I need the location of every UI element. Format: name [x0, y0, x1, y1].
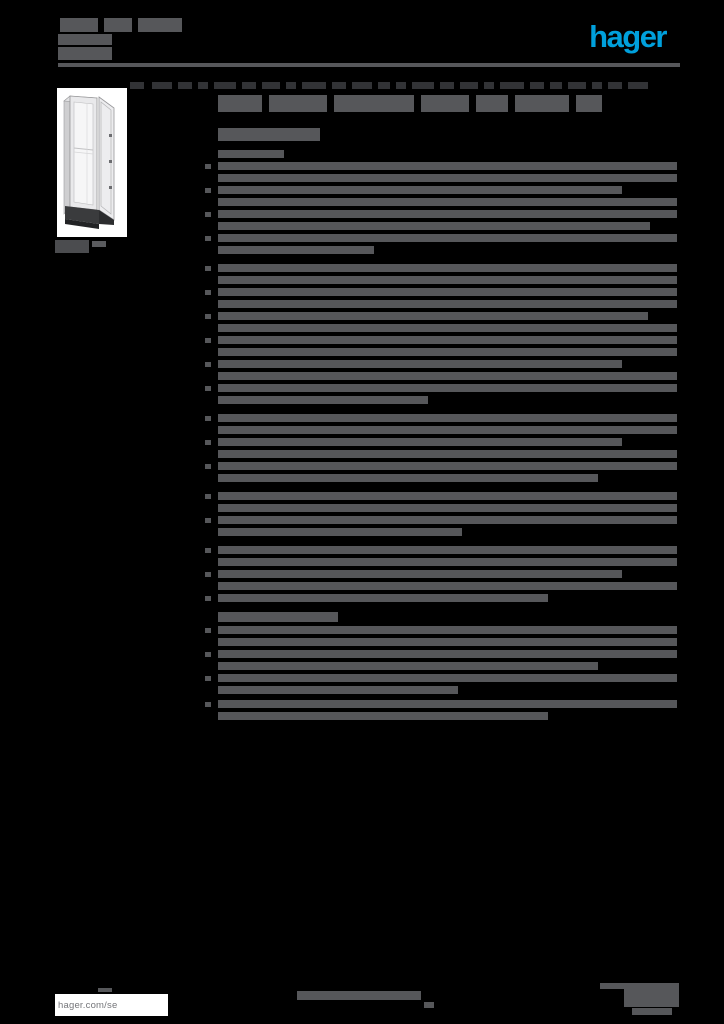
fineprint-text-bar: [286, 82, 296, 89]
body-text-line-bar: [218, 336, 677, 344]
body-text-line-bar: [218, 626, 677, 634]
fineprint-text-bar: [628, 82, 648, 89]
body-text-line-bar: [218, 276, 677, 284]
body-text-line-bar: [218, 492, 677, 500]
body-text-line-bar: [218, 324, 677, 332]
body-text-line-bar: [218, 288, 677, 296]
enclosure-illustration: [57, 88, 127, 237]
fineprint-text-bar: [214, 82, 236, 89]
list-dash-mark: [205, 494, 211, 499]
fineprint-text-bar: [484, 82, 494, 89]
body-text-line-bar: [218, 162, 677, 170]
fineprint-text-bar: [242, 82, 256, 89]
list-dash-mark: [205, 338, 211, 343]
product-image-enclosure: [57, 88, 127, 237]
page-title-word-bar: [515, 95, 569, 112]
fineprint-text-bar: [440, 82, 454, 89]
list-dash-mark: [205, 188, 211, 193]
fineprint-text-bar: [332, 82, 346, 89]
list-dash-mark: [205, 266, 211, 271]
doc-ref-text-bar: [60, 18, 98, 32]
body-text-line-bar: [218, 516, 677, 524]
fineprint-text-bar: [550, 82, 562, 89]
doc-ref-text-bar: [138, 18, 182, 32]
body-text-line-bar: [218, 360, 622, 368]
list-dash-mark: [205, 362, 211, 367]
body-text-line-bar: [218, 246, 374, 254]
footer-address-bar: [297, 991, 421, 1000]
body-text-line-bar: [218, 426, 677, 434]
body-text-line-bar: [218, 264, 677, 272]
footer-tick-bar: [98, 988, 112, 992]
list-dash-mark: [205, 416, 211, 421]
header-rule: [58, 63, 680, 67]
page-title-word-bar: [218, 95, 262, 112]
fineprint-text-bar: [262, 82, 280, 89]
doc-ref-text-bar: [58, 47, 112, 60]
fineprint-text-bar: [378, 82, 390, 89]
list-dash-mark: [205, 464, 211, 469]
fineprint-text-bar: [412, 82, 434, 89]
body-text-line-bar: [218, 396, 428, 404]
body-text-line-bar: [218, 474, 598, 482]
section-subheading-bar: [218, 128, 320, 141]
fineprint-text-bar: [396, 82, 406, 89]
body-text-line-bar: [218, 312, 648, 320]
body-text-line-bar: [218, 234, 677, 242]
footer-address-bar: [424, 1002, 434, 1008]
list-dash-mark: [205, 572, 211, 577]
fineprint-text-bar: [460, 82, 478, 89]
doc-ref-text-bar: [58, 34, 112, 45]
list-dash-mark: [205, 440, 211, 445]
list-dash-mark: [205, 702, 211, 707]
body-text-line-bar: [218, 174, 677, 182]
fineprint-text-bar: [178, 82, 192, 89]
list-dash-mark: [205, 628, 211, 633]
list-dash-mark: [205, 518, 211, 523]
list-dash-mark: [205, 290, 211, 295]
list-dash-mark: [205, 548, 211, 553]
body-text-line-bar: [218, 462, 677, 470]
list-dash-mark: [205, 164, 211, 169]
body-text-line-bar: [218, 674, 677, 682]
footer-docnumber-bar: [624, 989, 679, 1007]
hager-logo: hager: [589, 19, 666, 54]
body-text-line-bar: [218, 150, 284, 158]
list-dash-mark: [205, 596, 211, 601]
list-dash-mark: [205, 212, 211, 217]
body-text-line-bar: [218, 662, 598, 670]
fineprint-text-bar: [568, 82, 586, 89]
fineprint-text-bar: [130, 82, 144, 89]
body-text-line-bar: [218, 450, 677, 458]
list-dash-mark: [205, 386, 211, 391]
body-text-line-bar: [218, 712, 548, 720]
body-text-line-bar: [218, 504, 677, 512]
body-text-line-bar: [218, 558, 677, 566]
page-title-word-bar: [334, 95, 414, 112]
fineprint-text-bar: [608, 82, 622, 89]
doc-ref-text-bar: [104, 18, 132, 32]
page-title-word-bar: [476, 95, 508, 112]
body-text-line-bar: [218, 414, 677, 422]
list-dash-mark: [205, 236, 211, 241]
body-text-line-bar: [218, 348, 677, 356]
fineprint-text-bar: [352, 82, 372, 89]
body-text-line-bar: [218, 222, 650, 230]
body-text-line-bar: [218, 210, 677, 218]
list-dash-mark: [205, 314, 211, 319]
body-text-line-bar: [218, 372, 677, 380]
footer-website-box: [55, 994, 168, 1016]
body-text-line-bar: [218, 570, 622, 578]
body-text-line-bar: [218, 700, 677, 708]
body-text-line-bar: [218, 186, 622, 194]
body-text-line-bar: [218, 612, 338, 622]
body-text-line-bar: [218, 638, 677, 646]
fineprint-text-bar: [500, 82, 524, 89]
fineprint-text-bar: [152, 82, 172, 89]
footer-docnumber-bar: [632, 1008, 672, 1015]
body-text-line-bar: [218, 384, 677, 392]
body-text-line-bar: [218, 582, 677, 590]
body-text-line-bar: [218, 686, 458, 694]
footer-website-link[interactable]: hager.com/se: [58, 999, 118, 1011]
body-text-line-bar: [218, 198, 677, 206]
body-text-line-bar: [218, 300, 677, 308]
body-text-line-bar: [218, 546, 677, 554]
body-text-line-bar: [218, 594, 548, 602]
figure-caption-bar: [92, 241, 106, 247]
page-title-word-bar: [269, 95, 327, 112]
fineprint-text-bar: [302, 82, 326, 89]
page-title-word-bar: [576, 95, 602, 112]
body-text-line-bar: [218, 528, 462, 536]
list-dash-mark: [205, 652, 211, 657]
page-title-word-bar: [421, 95, 469, 112]
body-text-line-bar: [218, 438, 622, 446]
fineprint-text-bar: [592, 82, 602, 89]
fineprint-text-bar: [530, 82, 544, 89]
fineprint-text-bar: [198, 82, 208, 89]
list-dash-mark: [205, 676, 211, 681]
figure-caption-bar: [55, 240, 89, 253]
body-text-line-bar: [218, 650, 677, 658]
